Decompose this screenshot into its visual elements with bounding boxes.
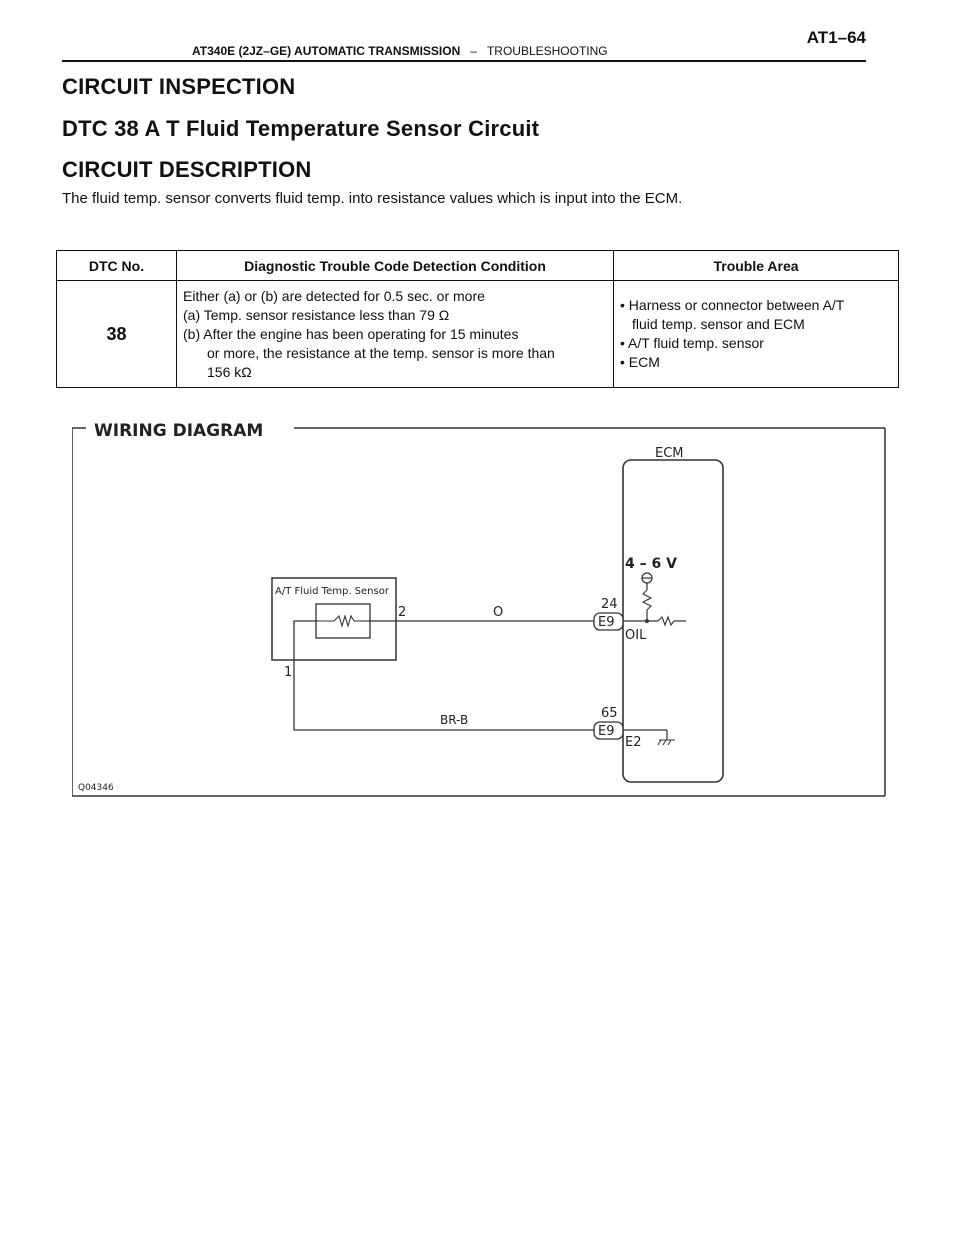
terminal-bottom: E2 <box>625 735 642 750</box>
input-resistor-icon <box>658 617 674 625</box>
connector-top-label: E9 <box>598 615 615 630</box>
voltage-label: 4 – 6 V <box>625 556 677 572</box>
trouble-area-line: • A/T fluid temp. sensor <box>620 335 764 351</box>
circuit-description-text: The fluid temp. sensor converts fluid temp. into resistance values which is input into the ECM. <box>62 190 683 207</box>
page-number: AT1–64 <box>806 28 866 47</box>
wire-top-color: O <box>493 605 504 620</box>
dtc-table <box>56 250 899 388</box>
condition-line: 156 kΩ <box>207 363 252 380</box>
sensor-resistor-icon <box>334 616 354 626</box>
wiring-diagram-svg <box>72 418 887 798</box>
sensor-label: A/T Fluid Temp. Sensor <box>275 586 389 597</box>
ground-icon <box>658 740 675 745</box>
col-header-condition: Diagnostic Trouble Code Detection Condition <box>177 251 614 281</box>
dtc-table-header-row <box>57 251 899 281</box>
col-header-dtc-no: DTC No. <box>57 251 177 281</box>
diagram-title: WIRING DIAGRAM <box>94 421 264 441</box>
figure-code: Q04346 <box>78 783 114 793</box>
condition-line: (b) After the engine has been operating for 15 minutes <box>183 325 519 342</box>
pin-top: 24 <box>601 597 618 612</box>
heading-dtc-title: DTC 38 A T Fluid Temperature Sensor Circuit <box>62 116 540 141</box>
condition-line: Either (a) or (b) are detected for 0.5 sec. or more <box>183 287 485 304</box>
pin-bottom: 65 <box>601 706 618 721</box>
col-header-trouble-area: Trouble Area <box>614 251 899 281</box>
pullup-resistor-icon <box>643 590 651 610</box>
dtc-number: 38 <box>57 281 177 388</box>
connector-bottom-label: E9 <box>598 724 615 739</box>
trouble-area-line: • Harness or connector between A/T <box>620 297 845 313</box>
terminal-top: OIL <box>625 628 647 643</box>
header-title-bold: AT340E (2JZ–GE) AUTOMATIC TRANSMISSION <box>192 44 461 58</box>
wire-bottom-color: BR-B <box>440 713 469 727</box>
heading-circuit-inspection: CIRCUIT INSPECTION <box>62 74 296 99</box>
condition-line: or more, the resistance at the temp. sensor is more than <box>207 344 555 361</box>
wiring-diagram <box>72 418 887 798</box>
condition-line: (a) Temp. sensor resistance less than 79 Ω <box>183 306 450 323</box>
diagram-frame <box>72 428 885 796</box>
heading-circuit-description: CIRCUIT DESCRIPTION <box>62 157 312 182</box>
sensor-pin-bottom: 1 <box>284 665 293 680</box>
header-title <box>192 44 608 58</box>
junction-dot <box>645 619 649 623</box>
header-section: TROUBLESHOOTING <box>486 44 608 58</box>
header-rule <box>62 60 866 62</box>
ecm-label: ECM <box>655 446 684 461</box>
sensor-pin-top: 2 <box>398 605 407 620</box>
page-header <box>62 28 866 62</box>
trouble-area-line: • ECM <box>620 354 660 370</box>
table-row <box>57 281 899 388</box>
header-separator: – <box>470 44 477 58</box>
trouble-area <box>614 281 899 388</box>
detection-condition <box>177 281 614 388</box>
trouble-area-line: fluid temp. sensor and ECM <box>632 316 805 332</box>
